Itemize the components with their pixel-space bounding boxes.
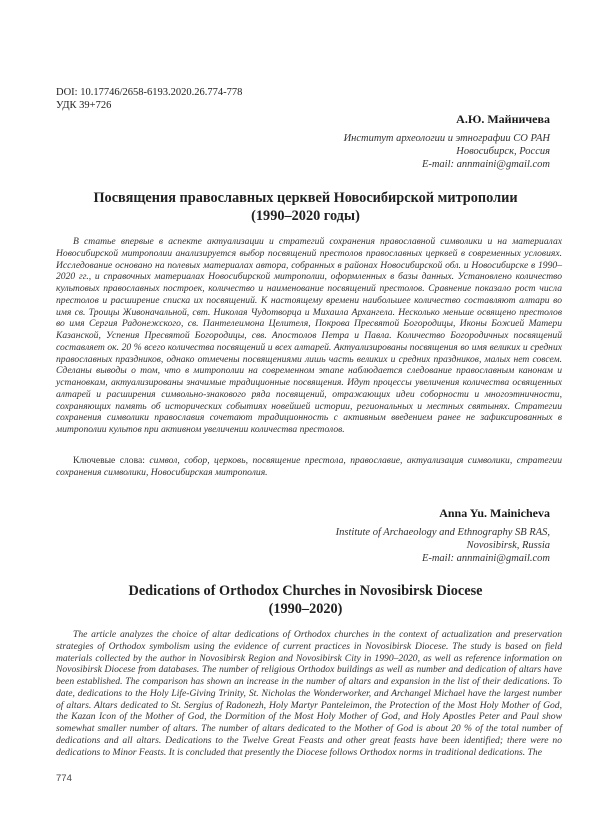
title-ru-line1: Посвящения православных церквей Новосибирской митрополии: [93, 190, 518, 206]
title-en-line1: Dedications of Orthodox Churches in Novosibirsk Diocese: [128, 583, 483, 599]
author-block-en: [336, 506, 550, 565]
title-en-line2: (1990–2020): [268, 601, 343, 617]
keywords-ru: [56, 455, 562, 479]
udk: УДК 39+726: [56, 99, 112, 111]
title-ru-line2: (1990–2020 годы): [251, 208, 360, 224]
doi: DOI: 10.17746/2658-6193.2020.26.774-778: [56, 87, 243, 98]
author-city-ru: Новосибирск, Россия: [456, 146, 550, 157]
author-name-ru: А.Ю. Майничева: [456, 112, 550, 126]
author-institute-en: Institute of Archaeology and Ethnography SB RAS,: [335, 527, 550, 538]
keywords-label: Ключевые слова:: [73, 455, 145, 466]
author-block-ru: [344, 112, 550, 171]
abstract-ru: В статье впервые в аспекте актуализации и стратегий сохранения православной символики и на материалах Новосибирской митрополии анализируется выбор посвящений престолов православных церквей в современных условиях. Исследование основано на полевых материалах автора, собранных в районах Новосибирской обл. и Новосибирске в 1990–2020 гг., и справочных материалах Новосибирской митрополии, оформленных в базы данных. Установлено количество культовых православных построек, количество и наименование посвящений престолов. Сравнение показало рост числа престолов и расширение списка их посвящений. К настоящему времени наибольшее количество составляют алтари во имя св. Троицы Живоначальной, свт. Николая Чудотворца и Михаила Архангела. Несколько меньше освящено престолов во имя Сергия Радонежского, св. Пантелеимона Целителя, Покрова Пресвятой Богородицы, Иконы Божией Матери Казанской, Успения Пресвятой Богородицы, свв. Апостолов Петра и Павла. Количество Богородичных посвящений составляет ок. 20 % всего количества посвящений и всех алтарей. Актуализированы посвящения во имя великих и средних православных праздников, однако отмечены посвящениями лишь часть великих и средних праздников, малых нет совсем. Сделаны выводы о том, что в митрополии на современном этапе наблюдается следование православным канонам и установкам, актуализированы значимые традиционные посвящения. Идут процессы увеличения количества освященных алтарей и расширения символьно-знакового ряда посвящений, отражающих идеи соборности и многоэтничности, сохраняющих память об исторических событиях новейшей истории, региональных и местных святынях. Стратегии сохранения символики православия сочетают традиционность с активным введением ранее не зафиксированных в митрополии культов при активном увеличении количества престолов.: [56, 236, 562, 435]
author-email-en: E-mail: annmaini@gmail.com: [421, 553, 550, 564]
article-meta: [56, 87, 242, 112]
page-number: 774: [56, 773, 72, 784]
article-title-ru: [40, 189, 571, 225]
keywords-list: символ, собор, церковь, посвящение престола, православие, актуализация символики, стратегии сохранения символики, Новосибирская митрополия.: [56, 455, 563, 478]
article-title-en: [40, 582, 571, 618]
author-city-en: Novosibirsk, Russia: [466, 540, 550, 551]
author-institute-ru: Институт археологии и этнографии СО РАН: [343, 133, 550, 144]
author-email-ru: E-mail: annmaini@gmail.com: [421, 159, 550, 170]
author-name-en: Anna Yu. Mainicheva: [439, 506, 550, 520]
abstract-en: The article analyzes the choice of altar dedications of Orthodox churches in the context of actualization and preservation strategies of Orthodox symbolism using the evidence of current practices in Novosibirsk Diocese. The study is based on field materials collected by the author in Novosibirsk Region and Novosibirsk City in 1990–2020, as well as reference information on Novosibirsk Diocese from databases. The number of religious Orthodox buildings as well as number and dedication of altars have been established. The comparison has shown an increase in the number of altars and expansion in the list of their dedications. To date, dedications to the Holy Life-Giving Trinity, St. Nicholas the Wonderworker, and Archangel Michael have the largest number of altars. Altars dedicated to St. Sergius of Radonezh, Holy Martyr Panteleimon, the Protection of the Most Holy Mother of God, the Kazan Icon of the Mother of God, the Dormition of the Most Holy Mother of God, and Holy Apostles Peter and Paul show somewhat smaller number of altars. The number of altars dedicated to the Mother of God is about 20 % of the total number of dedications and all altars. Dedications to the Twelve Great Feasts and other great feasts have been identified; there were no dedications to Minor Feasts. It is concluded that presently the Diocese follows Orthodox norms in traditional dedications. The: [56, 629, 562, 758]
